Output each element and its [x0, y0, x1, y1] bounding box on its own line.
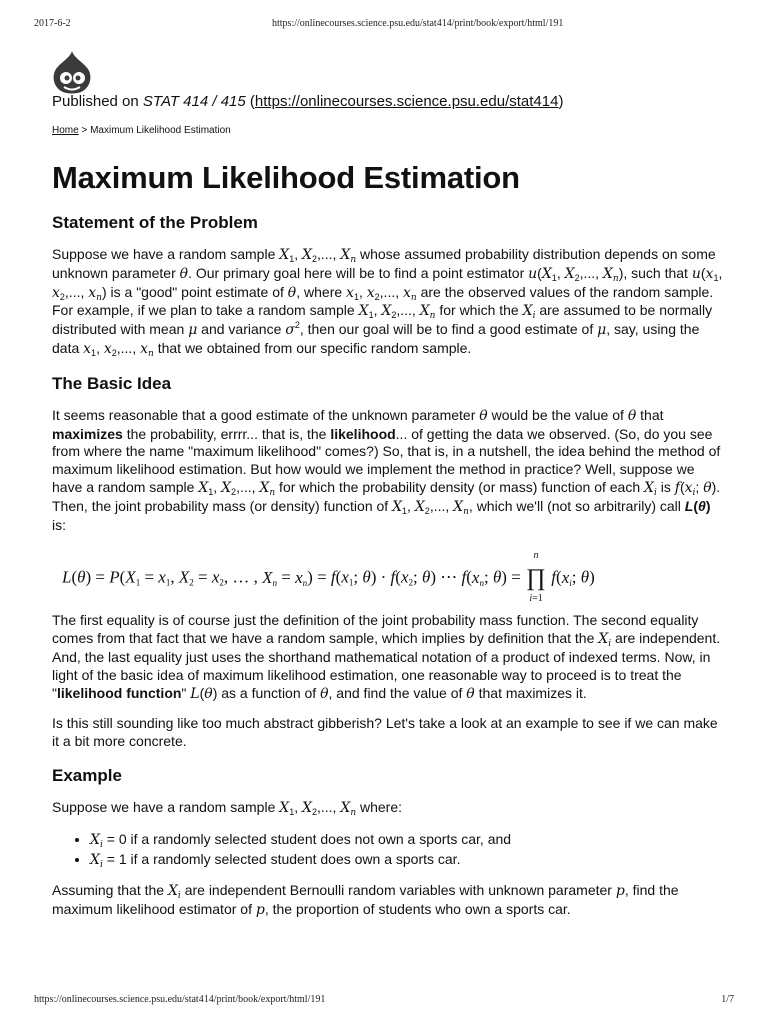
likelihood-equation: $L(\theta) = P(X_1 = x_1$, $X_2 = x_2$, … , $X_n = x_n) = f(x_1$; $\theta) \cdot f(x_2$; θ) ⋯ $f(x_n$; θ) = n ∏ i=1 $f(x_i$; θ) [62, 550, 595, 605]
section-heading-problem: Statement of the Problem [52, 213, 258, 232]
print-header [34, 18, 734, 32]
example-task: Assuming that the $X_i$ are independent Bernoulli random variables with unknown parameter p, find the maximum likelihood estimator of p, the proportion of students who own a sports car. [52, 881, 679, 918]
published-line: Published on STAT 414 / 415 (https://onlinecourses.science.psu.edu/stat414) [52, 93, 564, 110]
print-footer [34, 994, 734, 1008]
breadcrumb-home-link[interactable]: Home [52, 125, 79, 136]
print-date: 2017-6-2 [34, 18, 71, 29]
example-list [52, 830, 724, 870]
drupal-drop-icon [50, 50, 94, 94]
first-equality-paragraph: The first equality is of course just the definition of the joint probability mass function. The second equality comes from that fact that we have a random sample, which implies by definition that the $X_i$ are independent. And, the last equality just uses the shorthand mathematical notation of a product of indexed terms. Now, in light of the basic idea of maximum likelihood estimation, one reasonable way to proceed is to treat the "likelihood function" L(θ) as a function of θ, and find the value of θ that maximizes it. [52, 612, 721, 702]
section-heading-example: Example [52, 765, 122, 785]
page-title: Maximum Likelihood Estimation [52, 160, 520, 195]
list-item: • $X_i = 1$ if a randomly selected student does own a sports car. [90, 850, 724, 870]
print-url: https://onlinecourses.science.psu.edu/stat414/print/book/export/html/191 [272, 18, 564, 29]
breadcrumb-current: Maximum Likelihood Estimation [90, 125, 231, 136]
footer-url: https://onlinecourses.science.psu.edu/stat414/print/book/export/html/191 [34, 994, 326, 1005]
site-name: STAT 414 / 415 [142, 93, 246, 110]
example-intro: Suppose we have a random sample $X_1$, $X_2$,..., $X_n$ where: [52, 798, 403, 818]
breadcrumb: Home > Maximum Likelihood Estimation [52, 125, 231, 136]
problem-paragraph: Suppose we have a random sample $X_1$, $X_2$,..., $X_n$ whose assumed probability distribution depends on some unknown parameter θ. Our primary goal here will be to find a point estimator $u(X_1$, $X_2$,..., $X_n$), such that $u(x_1$, $x_2$,..., $x_n$) is a "good" point estimate of θ, where $x_1$, $x_2$,..., $x_n$ are the observed values of the random sample. For example, if we plan to take a random sample $X_1$, $X_2$,..., $X_n$ for which the $X_i$ are assumed to be normally distributed with mean μ and variance $\sigma^2$, then our goal will be to find a good estimate of μ, say, using the data $x_1$, $x_2$,..., $x_n$ that we obtained from our specific random sample. [52, 246, 723, 359]
basic-idea-paragraph: It seems reasonable that a good estimate of the unknown parameter θ would be the value of θ that maximizes the probability, errrr... that is, the likelihood... of getting the data we observed. (So, do you see from where the name "maximum likelihood" comes?) So, that is, in a nutshell, the idea behind the method of maximum likelihood estimation. But how would we implement the method in practice? Well, suppose we have a random sample $X_1$, $X_2$,..., $X_n$ for which the probability density (or mass) function of each $X_i$ is $f(x_i$; θ). Then, the joint probability mass (or density) function of $X_1$, $X_2$,..., $X_n$, which we'll (not so arbitrarily) call L(θ) is: [52, 406, 721, 533]
page-number: 1/7 [721, 994, 734, 1005]
section-heading-basic-idea: The Basic Idea [52, 373, 172, 393]
list-item: • $X_i = 0$ if a randomly selected student does not own a sports car, and [90, 830, 724, 850]
site-link[interactable]: https://onlinecourses.science.psu.edu/stat414 [254, 93, 559, 110]
gibberish-paragraph: Is this still sounding like too much abstract gibberish? Let's take a look at an example to see if we can make it a bit more concrete. [52, 715, 718, 750]
page-content [52, 90, 724, 919]
